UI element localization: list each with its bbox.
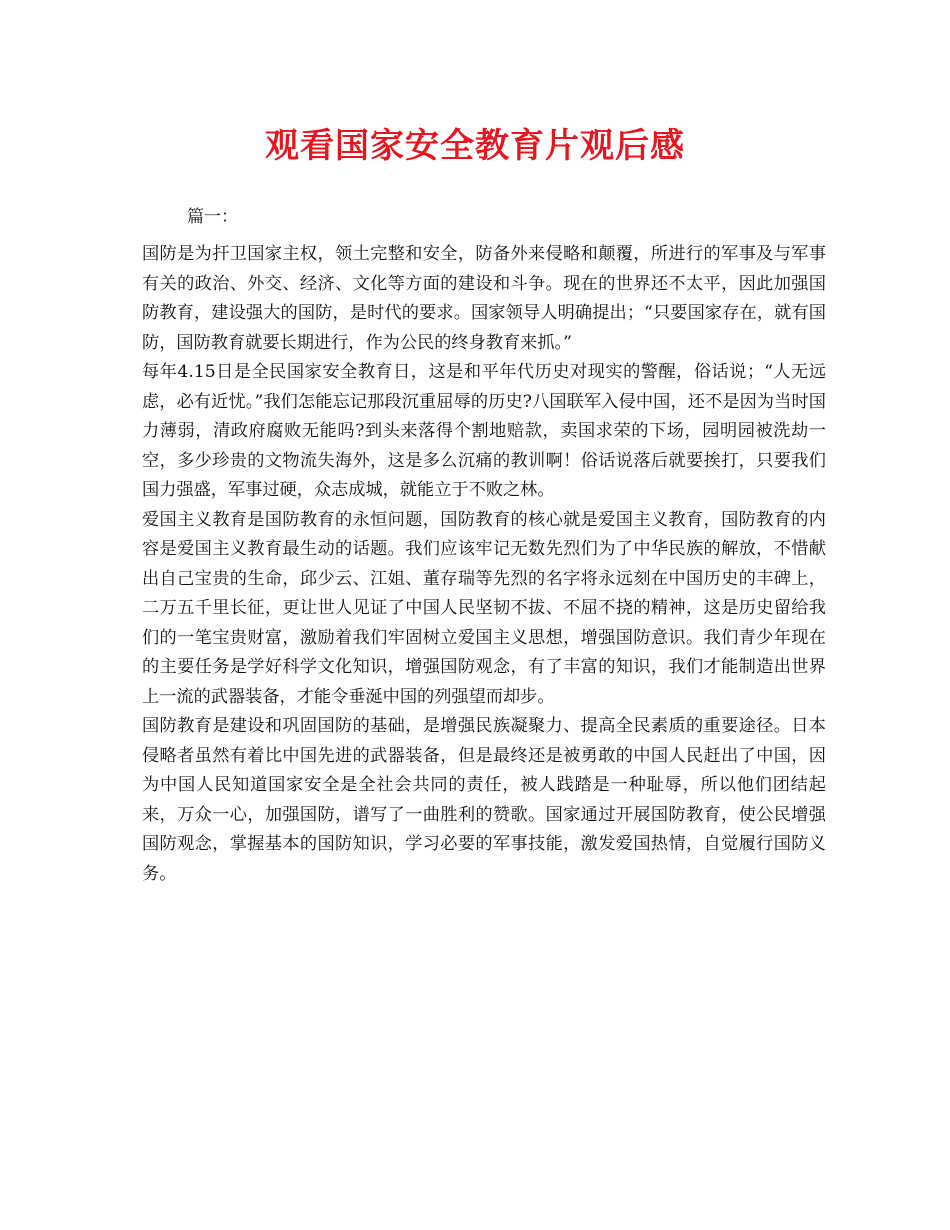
- document-body: [142, 240, 826, 889]
- paragraph: 爱国主义教育是国防教育的永恒问题，国防教育的核心就是爱国主义教育，国防教育的内容是爱国主义教育最生动的话题。我们应该牢记无数先烈们为了中华民族的解放，不惜献出自己宝贵的生命，邱少云、江姐、董存瑞等先烈的名字将永远刻在中国历史的丰碑上，二万五千里长征，更让世人见证了中国人民坚韧不拔、不屈不挠的精神，这是历史留给我们的一笔宝贵财富，激励着我们牢固树立爱国主义思想，增强国防意识。我们青少年现在的主要任务是学好科学文化知识，增强国防观念，有了丰富的知识，我们才能制造出世界上一流的武器装备，才能令垂涎中国的列强望而却步。: [142, 509, 826, 707]
- section-label: 篇一：: [187, 207, 238, 227]
- paragraph: 国防是为扞卫国家主权，领土完整和安全，防备外来侵略和颠覆，所进行的军事及与军事有关的政治、外交、经济、文化等方面的建设和斗争。现在的世界还不太平，因此加强国防教育，建设强大的国防，是时代的要求。国家领导人明确提出；“只要国家存在，就有国防，国防教育就要长期进行，作为公民的终身教育来抓。”: [142, 244, 826, 353]
- paragraph: 国防教育是建设和巩固国防的基础，是增强民族凝聚力、提高全民素质的重要途径。日本侵略者虽然有着比中国先进的武器装备，但是最终还是被勇敢的中国人民赶出了中国，因为中国人民知道国家安全是全社会共同的责任，被人践踏是一种耻辱，所以他们团结起来，万众一心，加强国防，谱写了一曲胜利的赞歌。国家通过开展国防教育，使公民增强国防观念，掌握基本的国防知识，学习必要的军事技能，激发爱国热情，自觉履行国防义务。: [142, 716, 826, 884]
- paragraph: 每年4.15日是全民国家安全教育日，这是和平年代历史对现实的警醒，俗话说；“人无远虑，必有近忧。”我们怎能忘记那段沉重屈辱的历史?八国联军入侵中国，还不是因为当时国力薄弱，清政府腐败无能吗?到头来落得个割地赔款，卖国求荣的下场，园明园被洗劫一空，多少珍贵的文物流失海外，这是多么沉痛的教训啊！俗话说落后就要挨打，只要我们国力强盛，军事过硬，众志成城，就能立于不败之林。: [142, 362, 826, 500]
- document-title: 观看国家安全教育片观后感: [265, 126, 685, 166]
